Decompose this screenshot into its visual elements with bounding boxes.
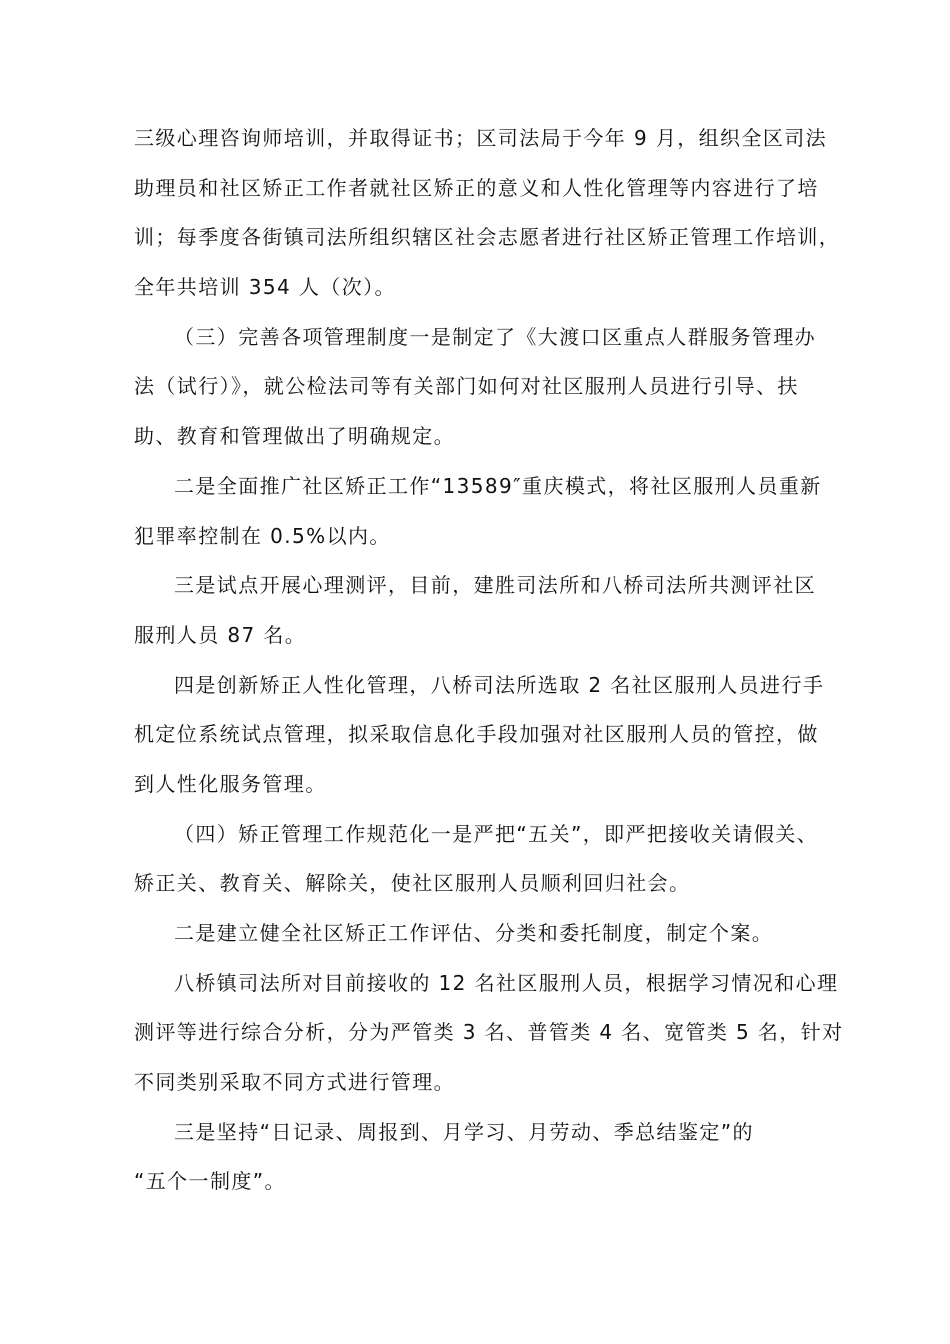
text-line-4: 全年共培训 354 人（次）。 — [134, 275, 396, 300]
text-line-8: 二是全面推广社区矫正工作“13589″重庆模式，将社区服刑人员重新 — [174, 473, 822, 498]
text-line-16: 矫正关、教育关、解除关，使社区服刑人员顺利回归社会。 — [134, 871, 691, 896]
text-line-21: 三是坚持“日记录、周报到、月学习、月劳动、季总结鉴定”的 — [174, 1119, 754, 1144]
text-line-22: “五个一制度”。 — [134, 1169, 286, 1194]
text-line-9: 犯罪率控制在 0.5%以内。 — [134, 523, 391, 548]
text-line-5: （三）完善各项管理制度一是制定了《大渡口区重点人群服务管理办 — [174, 324, 816, 349]
text-line-11: 服刑人员 87 名。 — [134, 622, 307, 647]
text-line-2: 助理员和社区矫正工作者就社区矫正的意义和人性化管理等内容进行了培 — [134, 175, 819, 200]
text-line-10: 三是试点开展心理测评，目前，建胜司法所和八桥司法所共测评社区 — [174, 573, 816, 598]
text-line-6: 法（试行）》，就公检法司等有关部门如何对社区服刑人员进行引导、扶 — [134, 374, 799, 399]
text-line-13: 机定位系统试点管理，拟采取信息化手段加强对社区服刑人员的管控，做 — [134, 722, 819, 747]
text-line-17: 二是建立健全社区矫正工作评估、分类和委托制度，制定个案。 — [174, 921, 774, 945]
text-line-12: 四是创新矫正人性化管理，八桥司法所选取 2 名社区服刑人员进行手 — [174, 672, 825, 697]
text-line-3: 训；每季度各街镇司法所组织辖区社会志愿者进行社区矫正管理工作培训， — [134, 225, 841, 250]
text-line-1: 三级心理咨询师培训，并取得证书；区司法局于今年 9 月，组织全区司法 — [134, 126, 828, 150]
text-line-14: 到人性化服务管理。 — [134, 771, 327, 796]
document-body — [134, 118, 844, 1211]
text-line-7: 助、教育和管理做出了明确规定。 — [134, 424, 455, 449]
text-line-19: 测评等进行综合分析，分为严管类 3 名、普管类 4 名、宽管类 5 名，针对 — [134, 1020, 844, 1045]
text-line-18: 八桥镇司法所对目前接收的 12 名社区服刑人员，根据学习情况和心理 — [174, 970, 839, 995]
text-line-20: 不同类别采取不同方式进行管理。 — [134, 1070, 455, 1095]
text-line-15: （四）矫正管理工作规范化一是严把“五关”，即严把接收关请假关、 — [174, 821, 819, 846]
